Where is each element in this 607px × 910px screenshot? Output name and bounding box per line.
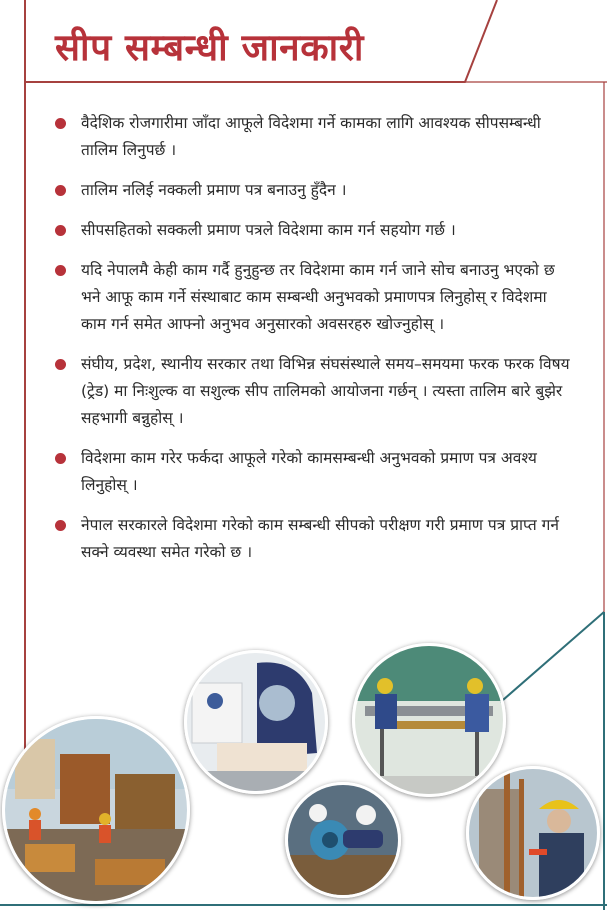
- bullet-list: [55, 110, 575, 579]
- bullet-text: वैदेशिक रोजगारीमा जाँदा आफूले विदेशमा गर्ने कामका लागि आवश्यक सीपसम्बन्धी तालिम लिनुपर्छ ।: [81, 114, 541, 159]
- helmet-worker-photo: [466, 766, 600, 900]
- bullet-dot-icon: [55, 453, 66, 464]
- bullet-text: सीपसहितको सक्कली प्रमाण पत्रले विदेशमा काम गर्न सहयोग गर्छ ।: [81, 221, 456, 239]
- bullet-dot-icon: [55, 225, 66, 236]
- welding-workshop-photo: [352, 643, 506, 797]
- list-item: [55, 257, 575, 338]
- construction-workers-photo: [2, 716, 190, 904]
- bullet-dot-icon: [55, 359, 66, 370]
- bullet-text: संघीय, प्रदेश, स्थानीय सरकार तथा विभिन्न संघसंस्थाले समय–समयमा फरक फरक विषय (ट्रेड) मा निःशुल्क वा सशुल्क सीप तालिमको आयोजना गर्छन् । त्यस्ता तालिम बारे बुझेर सहभागी बन्नुहोस् ।: [81, 355, 570, 427]
- list-item: [55, 217, 575, 244]
- list-item: [55, 177, 575, 204]
- bullet-text: नेपाल सरकारले विदेशमा गरेको काम सम्बन्धी सीपको परीक्षण गरी प्रमाण पत्र प्राप्त गर्न सक्ने व्यवस्था समेत गरेको छ ।: [81, 516, 559, 561]
- bullet-text: यदि नेपालमै केही काम गर्दै हुनुहुन्छ तर विदेशमा काम गर्न जाने सोच बनाउनु भएको छ भने आफू काम गर्ने संस्थाबाट काम सम्बन्धी अनुभवको प्रमाणपत्र लिनुहोस् र विदेशमा काम गर्न समेत आफ्नो अनुभव अनुसारको अवसरहरु खोज्नुहोस् ।: [81, 261, 555, 333]
- bullet-dot-icon: [55, 118, 66, 129]
- bullet-text: तालिम नलिई नक्कली प्रमाण पत्र बनाउनु हुँदैन ।: [81, 181, 347, 199]
- list-item: [55, 445, 575, 499]
- bullet-dot-icon: [55, 265, 66, 276]
- list-item: [55, 512, 575, 566]
- grinder-tool-photo: [285, 782, 401, 898]
- sewing-training-photo: [184, 650, 328, 794]
- list-item: [55, 351, 575, 432]
- list-item: [55, 110, 575, 164]
- bullet-dot-icon: [55, 520, 66, 531]
- bullet-text: विदेशमा काम गरेर फर्कदा आफूले गरेको कामसम्बन्धी अनुभवको प्रमाण पत्र अवश्य लिनुहोस् ।: [81, 449, 537, 494]
- bullet-dot-icon: [55, 185, 66, 196]
- page-title: सीप सम्बन्धी जानकारी: [55, 26, 364, 69]
